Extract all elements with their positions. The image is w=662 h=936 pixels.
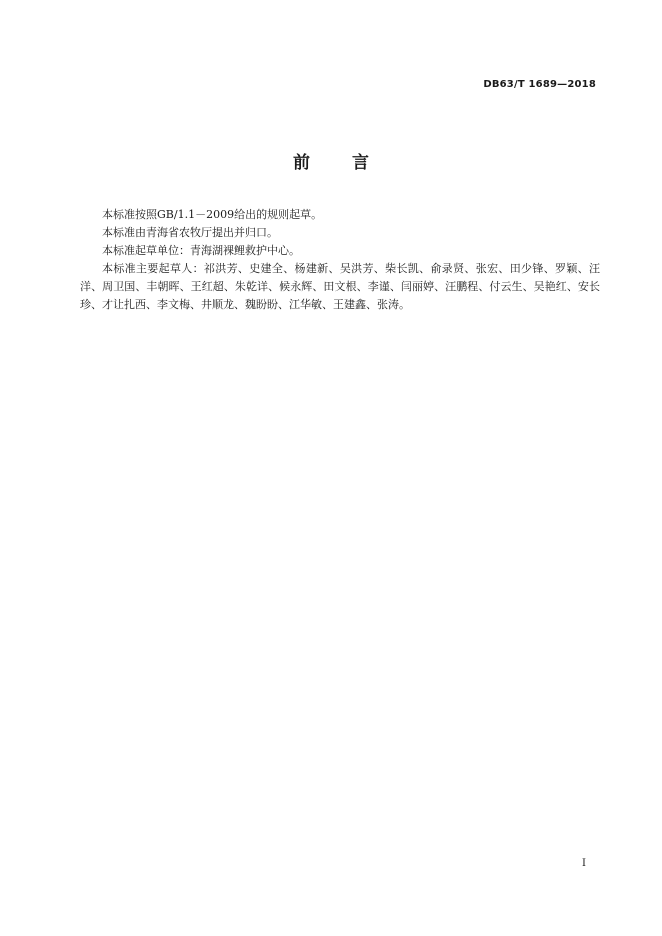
paragraph-drafting-unit: 本标准起草单位：青海湖裸鲤救护中心。 — [102, 244, 300, 257]
page-number: I — [582, 858, 586, 869]
foreword-body — [80, 206, 600, 314]
paragraph-drafting-rules: 本标准按照GB/1.1－2009给出的规则起草。 — [102, 208, 323, 221]
paragraph-drafters: 本标准主要起草人：祁洪芳、史建全、杨建新、吴洪芳、柴长凯、俞录贤、张宏、田少锋、罗颖、汪洋、周卫国、丰朝晖、王红超、朱乾详、候永辉、田文根、李谨、闫丽婷、汪鹏程、付云生、吴艳红、安长珍、才让扎西、李文梅、井顺龙、魏盼盼、江华敏、王建鑫、张涛。 — [80, 262, 600, 311]
standard-code: DB63/T 1689—2018 — [483, 79, 596, 90]
paragraph-proposer: 本标准由青海省农牧厅提出并归口。 — [102, 226, 278, 239]
page-title: 前言 — [293, 153, 411, 173]
